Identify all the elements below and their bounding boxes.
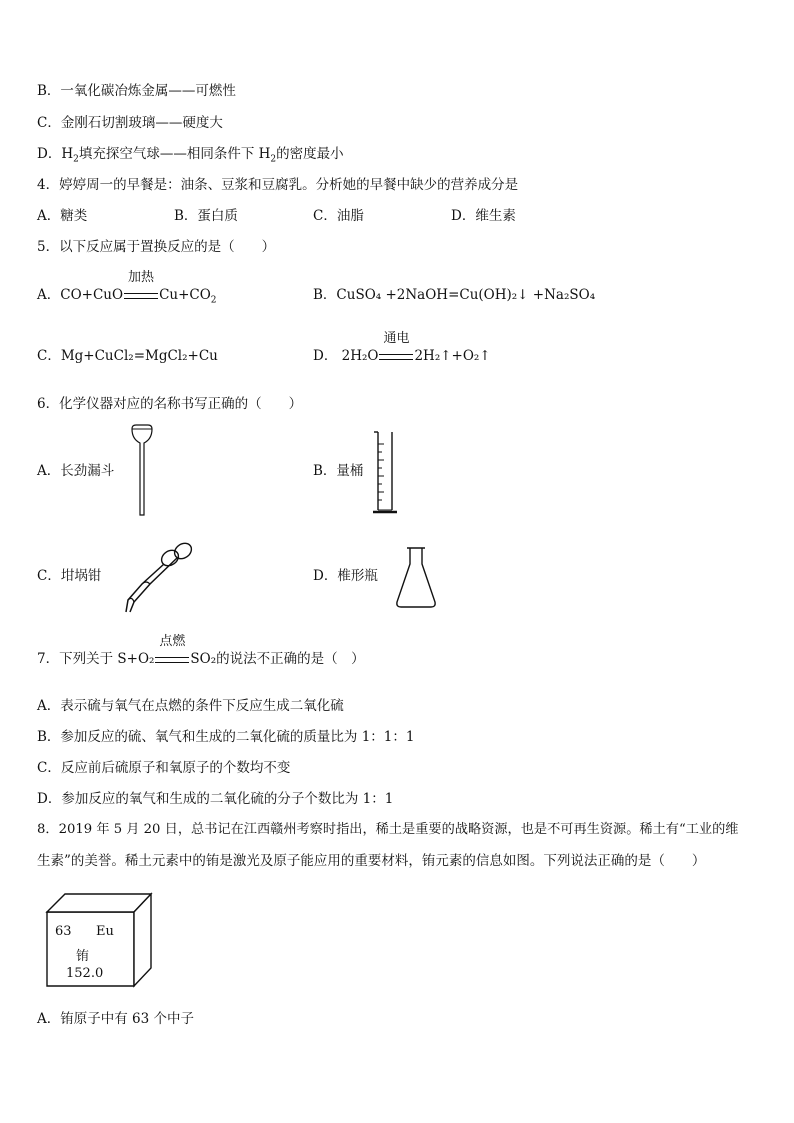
atomic-number: 63 [55, 924, 72, 939]
q5-option-a: A．CO+CuO 加热 $Cu+CO_2$ [37, 270, 217, 306]
long-neck-funnel-icon [127, 423, 157, 517]
q7-option-c: C．反应前后硫原子和氧原子的个数均不变 [37, 760, 291, 776]
reaction-condition: 加热 [128, 270, 155, 285]
element-name: 铕 [76, 949, 90, 964]
q4-option-c: C．油脂 [313, 208, 364, 224]
q5-option-d: D． 2H₂O 通电 2H₂↑+O₂↑ [313, 331, 491, 364]
q4-option-b: B．蛋白质 [174, 208, 238, 224]
q5-option-c: C．Mg+CuCl₂=MgCl₂+Cu [37, 348, 218, 364]
q7-option-d: D．参加反应的氧气和生成的二氧化硫的分子个数比为 1：1 [37, 791, 394, 807]
q5-option-b: B．CuSO₄ +2NaOH=Cu(OH)₂↓ +Na₂SO₄ [313, 287, 596, 303]
q8-stem-line2: 生素”的美誉。稀土元素中的铕是激光及原子能应用的重要材料，铕元素的信息如图。下列说法正确的是（ ） [37, 853, 706, 869]
q6-stem: 6．化学仪器对应的名称书写正确的（ ） [37, 396, 303, 412]
q6-option-d: D．椎形瓶 [313, 568, 378, 584]
q6-option-c: C．坩埚钳 [37, 568, 102, 584]
q6-option-a: A．长劲漏斗 [37, 463, 115, 479]
reaction-condition: 通电 [383, 331, 410, 346]
q8-option-a: A．铕原子中有 63 个中子 [37, 1011, 195, 1027]
q7-option-a: A．表示硫与氧气在点燃的条件下反应生成二氧化硫 [37, 698, 344, 714]
conical-flask-icon [394, 546, 438, 610]
q5-stem: 5．以下反应属于置换反应的是（ ） [37, 239, 276, 255]
crucible-tongs-icon [120, 540, 196, 616]
q7-stem: 7．下列关于 S+O₂ 点燃 SO₂的说法不正确的是（ ） [37, 634, 365, 667]
q4-option-d: D．维生素 [451, 208, 516, 224]
q7-option-b: B．参加反应的硫、氧气和生成的二氧化硫的质量比为 1：1：1 [37, 729, 415, 745]
q3-option-d: D．$H_2$填充探空气球——相同条件下 $H_2$的密度最小 [37, 146, 344, 165]
atomic-mass: 152.0 [66, 966, 104, 981]
q3-option-b: B．一氧化碳冶炼金属——可燃性 [37, 83, 236, 99]
q8-stem-line1: 8．2019 年 5 月 20 日，总书记在江西赣州考察时指出，稀土是重要的战略资源，也是不可再生资源。稀土有“工业的维 [37, 822, 739, 837]
element-symbol: Eu [96, 924, 114, 939]
q4-stem: 4．婷婷周一的早餐是：油条、豆浆和豆腐乳。分析她的早餐中缺少的营养成分是 [37, 177, 519, 193]
graduated-cylinder-icon [372, 430, 400, 518]
q4-option-a: A．糖类 [37, 208, 88, 224]
q6-option-b: B．量桶 [313, 463, 364, 479]
q3-option-c: C．金刚石切割玻璃——硬度大 [37, 115, 223, 131]
element-cell [44, 890, 154, 988]
reaction-condition: 点燃 [159, 634, 186, 649]
